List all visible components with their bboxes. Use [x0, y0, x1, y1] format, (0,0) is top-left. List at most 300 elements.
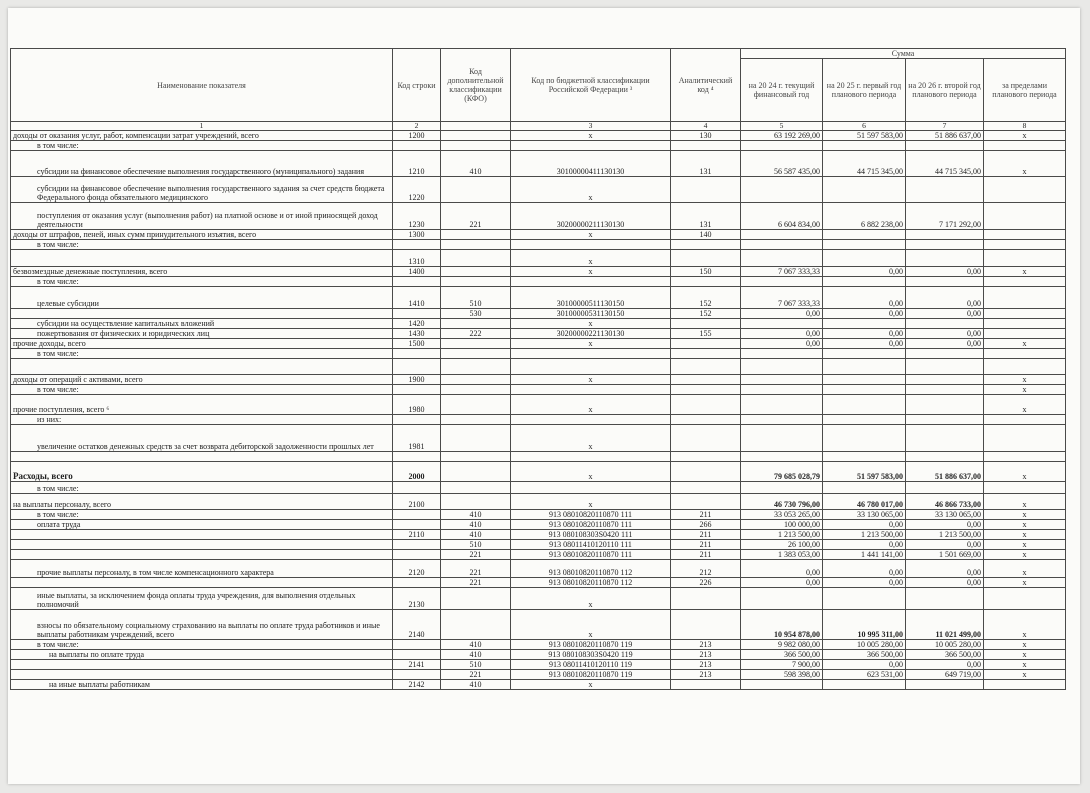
cell-beyond: x: [984, 151, 1066, 177]
cell-indicator: [11, 578, 393, 588]
cell-sum-2024: [741, 375, 823, 385]
cell-sum-2024: 100 000,00: [741, 520, 823, 530]
cell-kfo: [441, 230, 511, 240]
cell-sum-2024: 366 500,00: [741, 650, 823, 660]
cell-sum-2024: [741, 415, 823, 425]
cell-line-code: 2140: [393, 610, 441, 640]
cell-analytic-code: [671, 141, 741, 151]
table-row: [11, 230, 1066, 240]
cell-budget-code: x: [511, 462, 671, 482]
cell-line-code: [393, 550, 441, 560]
table-row: [11, 578, 1066, 588]
cell-sum-2024: [741, 240, 823, 250]
cell-kfo: 221: [441, 670, 511, 680]
cell-sum-2026: 1 213 500,00: [906, 530, 984, 540]
cell-indicator: иные выплаты, за исключением фонда оплаты труда учреждения, для выполнения отдельных полномочий: [11, 588, 393, 610]
cell-line-code: 2000: [393, 462, 441, 482]
cell-budget-code: x: [511, 250, 671, 267]
cell-sum-2025: 10 995 311,00: [823, 610, 906, 640]
document-page: [8, 8, 1080, 784]
cell-analytic-code: [671, 240, 741, 250]
cell-sum-2024: 46 730 796,00: [741, 494, 823, 510]
cell-line-code: 1410: [393, 287, 441, 309]
cell-kfo: [441, 395, 511, 415]
cell-indicator: [11, 452, 393, 462]
cell-indicator: доходы от операций с активами, всего: [11, 375, 393, 385]
cell-sum-2026: 0,00: [906, 520, 984, 530]
colnum: 8: [984, 122, 1066, 131]
cell-kfo: 510: [441, 287, 511, 309]
cell-line-code: [393, 650, 441, 660]
cell-sum-2025: [823, 680, 906, 690]
table-row: [11, 540, 1066, 550]
table-row: [11, 329, 1066, 339]
cell-budget-code: x: [511, 267, 671, 277]
cell-analytic-code: 213: [671, 640, 741, 650]
table-row: [11, 141, 1066, 151]
table-row: [11, 375, 1066, 385]
cell-kfo: [441, 482, 511, 494]
budget-table: [10, 48, 1066, 690]
cell-analytic-code: [671, 462, 741, 482]
cell-budget-code: [511, 277, 671, 287]
cell-analytic-code: [671, 277, 741, 287]
cell-line-code: 1980: [393, 395, 441, 415]
table-row: [11, 650, 1066, 660]
cell-sum-2025: [823, 359, 906, 375]
table-body: [11, 122, 1066, 690]
cell-sum-2024: 56 587 435,00: [741, 151, 823, 177]
cell-line-code: [393, 309, 441, 319]
table-row: [11, 203, 1066, 230]
table-row: [11, 415, 1066, 425]
cell-beyond: [984, 277, 1066, 287]
cell-line-code: [393, 640, 441, 650]
cell-budget-code: 913 080108303S0420 119: [511, 650, 671, 660]
cell-line-code: [393, 540, 441, 550]
cell-sum-2026: [906, 277, 984, 287]
cell-sum-2025: 0,00: [823, 520, 906, 530]
cell-analytic-code: [671, 339, 741, 349]
cell-sum-2026: 0,00: [906, 329, 984, 339]
cell-sum-2024: 6 604 834,00: [741, 203, 823, 230]
cell-kfo: [441, 462, 511, 482]
cell-budget-code: [511, 385, 671, 395]
cell-budget-code: [511, 240, 671, 250]
cell-sum-2026: 0,00: [906, 660, 984, 670]
cell-sum-2025: 0,00: [823, 267, 906, 277]
cell-line-code: [393, 520, 441, 530]
cell-sum-2025: [823, 177, 906, 203]
cell-sum-2026: [906, 349, 984, 359]
colnum: 6: [823, 122, 906, 131]
cell-sum-2025: 33 130 065,00: [823, 510, 906, 520]
cell-kfo: 530: [441, 309, 511, 319]
cell-sum-2025: [823, 452, 906, 462]
cell-analytic-code: 226: [671, 578, 741, 588]
cell-sum-2025: 46 780 017,00: [823, 494, 906, 510]
cell-beyond: x: [984, 670, 1066, 680]
table-row: [11, 151, 1066, 177]
cell-budget-code: x: [511, 375, 671, 385]
cell-budget-code: x: [511, 588, 671, 610]
cell-kfo: 410: [441, 530, 511, 540]
cell-kfo: [441, 267, 511, 277]
cell-budget-code: x: [511, 131, 671, 141]
cell-sum-2026: [906, 177, 984, 203]
cell-kfo: 410: [441, 151, 511, 177]
cell-line-code: [393, 277, 441, 287]
cell-sum-2024: 33 053 265,00: [741, 510, 823, 520]
cell-analytic-code: [671, 425, 741, 452]
cell-sum-2026: 0,00: [906, 540, 984, 550]
cell-sum-2025: 51 597 583,00: [823, 131, 906, 141]
table-row: [11, 510, 1066, 520]
cell-line-code: 2110: [393, 530, 441, 540]
header-budget-code: Код по бюджетной классификации Российской Федерации ³: [511, 49, 671, 122]
cell-budget-code: 913 08010820110870 119: [511, 670, 671, 680]
cell-kfo: 221: [441, 578, 511, 588]
cell-indicator: на выплаты по оплате труда: [11, 650, 393, 660]
cell-analytic-code: [671, 680, 741, 690]
cell-sum-2025: 0,00: [823, 660, 906, 670]
cell-sum-2025: [823, 415, 906, 425]
cell-beyond: x: [984, 540, 1066, 550]
cell-beyond: [984, 349, 1066, 359]
cell-beyond: x: [984, 530, 1066, 540]
cell-analytic-code: 152: [671, 309, 741, 319]
cell-analytic-code: [671, 494, 741, 510]
cell-sum-2025: [823, 277, 906, 287]
table-row: [11, 131, 1066, 141]
cell-analytic-code: 130: [671, 131, 741, 141]
cell-analytic-code: [671, 375, 741, 385]
cell-beyond: [984, 359, 1066, 375]
cell-sum-2026: [906, 385, 984, 395]
cell-sum-2026: [906, 319, 984, 329]
cell-sum-2025: 0,00: [823, 540, 906, 550]
cell-sum-2026: [906, 359, 984, 375]
cell-indicator: [11, 530, 393, 540]
cell-sum-2024: [741, 425, 823, 452]
cell-indicator: на иные выплаты работникам: [11, 680, 393, 690]
cell-kfo: [441, 240, 511, 250]
cell-kfo: [441, 339, 511, 349]
cell-line-code: [393, 359, 441, 375]
cell-sum-2024: [741, 141, 823, 151]
cell-beyond: x: [984, 375, 1066, 385]
cell-budget-code: 913 08010820110870 111: [511, 520, 671, 530]
cell-budget-code: [511, 141, 671, 151]
cell-line-code: 1981: [393, 425, 441, 452]
cell-sum-2024: 0,00: [741, 560, 823, 578]
cell-budget-code: 913 08010820110870 112: [511, 560, 671, 578]
cell-sum-2025: 0,00: [823, 287, 906, 309]
cell-sum-2025: [823, 319, 906, 329]
table-row: [11, 277, 1066, 287]
colnum: 2: [393, 122, 441, 131]
cell-analytic-code: [671, 588, 741, 610]
table-row: [11, 530, 1066, 540]
cell-line-code: 1300: [393, 230, 441, 240]
cell-kfo: [441, 250, 511, 267]
cell-line-code: 1220: [393, 177, 441, 203]
cell-kfo: [441, 494, 511, 510]
cell-sum-2026: [906, 240, 984, 250]
cell-line-code: 1230: [393, 203, 441, 230]
cell-budget-code: x: [511, 230, 671, 240]
cell-sum-2025: [823, 385, 906, 395]
cell-sum-2024: 79 685 028,79: [741, 462, 823, 482]
cell-kfo: [441, 610, 511, 640]
cell-beyond: x: [984, 560, 1066, 578]
cell-sum-2025: 44 715 345,00: [823, 151, 906, 177]
cell-analytic-code: 131: [671, 151, 741, 177]
cell-indicator: субсидии на осуществление капитальных вложений: [11, 319, 393, 329]
cell-budget-code: 30100000411130130: [511, 151, 671, 177]
cell-sum-2025: [823, 250, 906, 267]
cell-budget-code: [511, 452, 671, 462]
cell-indicator: поступления от оказания услуг (выполнения работ) на платной основе и от иной приносящей доход деятельности: [11, 203, 393, 230]
colnum: [441, 122, 511, 131]
table-row: [11, 309, 1066, 319]
cell-budget-code: [511, 359, 671, 375]
cell-analytic-code: [671, 395, 741, 415]
cell-indicator: безвозмездные денежные поступления, всего: [11, 267, 393, 277]
cell-line-code: [393, 482, 441, 494]
table-row: [11, 287, 1066, 309]
cell-kfo: 221: [441, 203, 511, 230]
cell-kfo: [441, 277, 511, 287]
cell-beyond: [984, 230, 1066, 240]
cell-analytic-code: 211: [671, 540, 741, 550]
cell-sum-2026: [906, 375, 984, 385]
cell-sum-2024: 9 982 080,00: [741, 640, 823, 650]
cell-sum-2025: 0,00: [823, 339, 906, 349]
cell-beyond: [984, 250, 1066, 267]
cell-kfo: 410: [441, 640, 511, 650]
cell-line-code: [393, 670, 441, 680]
colnum: 7: [906, 122, 984, 131]
cell-sum-2024: 1 383 053,00: [741, 550, 823, 560]
cell-sum-2026: 10 005 280,00: [906, 640, 984, 650]
cell-beyond: [984, 588, 1066, 610]
cell-analytic-code: 131: [671, 203, 741, 230]
cell-beyond: [984, 141, 1066, 151]
cell-sum-2024: [741, 230, 823, 240]
cell-kfo: 221: [441, 550, 511, 560]
cell-kfo: [441, 452, 511, 462]
column-numbers-row: [11, 122, 1066, 131]
cell-sum-2024: 598 398,00: [741, 670, 823, 680]
cell-analytic-code: 155: [671, 329, 741, 339]
cell-budget-code: [511, 349, 671, 359]
cell-indicator: из них:: [11, 415, 393, 425]
cell-budget-code: 913 08011410120110 111: [511, 540, 671, 550]
cell-line-code: 1900: [393, 375, 441, 385]
cell-sum-2025: [823, 425, 906, 452]
cell-indicator: [11, 359, 393, 375]
cell-indicator: [11, 550, 393, 560]
cell-line-code: 1430: [393, 329, 441, 339]
cell-beyond: x: [984, 510, 1066, 520]
table-row: [11, 520, 1066, 530]
cell-sum-2024: 0,00: [741, 578, 823, 588]
cell-sum-2025: [823, 395, 906, 415]
cell-analytic-code: 213: [671, 650, 741, 660]
cell-line-code: [393, 510, 441, 520]
cell-analytic-code: 140: [671, 230, 741, 240]
cell-budget-code: x: [511, 395, 671, 415]
cell-budget-code: [511, 482, 671, 494]
cell-sum-2025: 1 213 500,00: [823, 530, 906, 540]
cell-line-code: 1400: [393, 267, 441, 277]
cell-analytic-code: 213: [671, 670, 741, 680]
cell-sum-2025: 10 005 280,00: [823, 640, 906, 650]
cell-budget-code: x: [511, 319, 671, 329]
header-sum: Сумма: [741, 49, 1066, 59]
cell-sum-2024: [741, 319, 823, 329]
cell-kfo: 410: [441, 520, 511, 530]
cell-sum-2024: [741, 452, 823, 462]
cell-indicator: в том числе:: [11, 482, 393, 494]
cell-analytic-code: 211: [671, 530, 741, 540]
cell-sum-2025: 51 597 583,00: [823, 462, 906, 482]
cell-budget-code: 913 08010820110870 112: [511, 578, 671, 588]
cell-line-code: 1420: [393, 319, 441, 329]
cell-budget-code: 30200000221130130: [511, 329, 671, 339]
cell-indicator: взносы по обязательному социальному страхованию на выплаты по оплате труда работников и иные выплаты работникам учреждений, всего: [11, 610, 393, 640]
cell-kfo: [441, 375, 511, 385]
cell-analytic-code: 152: [671, 287, 741, 309]
cell-line-code: [393, 349, 441, 359]
header-indicator: Наименование показателя: [11, 49, 393, 122]
table-row: [11, 177, 1066, 203]
cell-budget-code: [511, 415, 671, 425]
cell-sum-2026: 33 130 065,00: [906, 510, 984, 520]
cell-beyond: x: [984, 660, 1066, 670]
cell-line-code: 1500: [393, 339, 441, 349]
cell-line-code: [393, 240, 441, 250]
cell-sum-2026: [906, 141, 984, 151]
cell-budget-code: x: [511, 494, 671, 510]
cell-kfo: [441, 385, 511, 395]
cell-sum-2025: 0,00: [823, 309, 906, 319]
table-row: [11, 550, 1066, 560]
cell-beyond: x: [984, 640, 1066, 650]
cell-budget-code: 913 08010820110870 119: [511, 640, 671, 650]
cell-sum-2024: [741, 349, 823, 359]
header-kfo: Код дополнительной классификации (КФО): [441, 49, 511, 122]
table-row: [11, 660, 1066, 670]
cell-sum-2026: 0,00: [906, 287, 984, 309]
cell-kfo: [441, 141, 511, 151]
cell-sum-2026: [906, 452, 984, 462]
cell-kfo: [441, 415, 511, 425]
table-row: [11, 494, 1066, 510]
cell-analytic-code: [671, 250, 741, 267]
table-row: [11, 385, 1066, 395]
table-row: [11, 560, 1066, 578]
cell-sum-2026: 0,00: [906, 339, 984, 349]
cell-sum-2024: [741, 588, 823, 610]
cell-sum-2024: [741, 680, 823, 690]
table-row: [11, 462, 1066, 482]
table-row: [11, 588, 1066, 610]
cell-line-code: 1310: [393, 250, 441, 267]
cell-sum-2024: [741, 359, 823, 375]
cell-kfo: [441, 131, 511, 141]
cell-sum-2025: [823, 588, 906, 610]
cell-indicator: субсидии на финансовое обеспечение выполнения государственного (муниципального) задания: [11, 151, 393, 177]
cell-beyond: [984, 203, 1066, 230]
header-line-code: Код строки: [393, 49, 441, 122]
cell-analytic-code: 212: [671, 560, 741, 578]
cell-sum-2026: 44 715 345,00: [906, 151, 984, 177]
cell-sum-2026: [906, 250, 984, 267]
colnum: 3: [511, 122, 671, 131]
cell-kfo: [441, 319, 511, 329]
cell-analytic-code: [671, 359, 741, 375]
cell-budget-code: x: [511, 610, 671, 640]
cell-line-code: [393, 578, 441, 588]
cell-sum-2026: [906, 680, 984, 690]
cell-budget-code: 30100000531130150: [511, 309, 671, 319]
cell-sum-2026: 46 866 733,00: [906, 494, 984, 510]
colnum: 1: [11, 122, 393, 131]
table-row: [11, 680, 1066, 690]
cell-line-code: [393, 452, 441, 462]
cell-line-code: 2130: [393, 588, 441, 610]
colnum: 5: [741, 122, 823, 131]
cell-sum-2025: 0,00: [823, 560, 906, 578]
cell-sum-2025: 1 441 141,00: [823, 550, 906, 560]
cell-kfo: [441, 359, 511, 375]
cell-sum-2024: 0,00: [741, 329, 823, 339]
cell-beyond: [984, 177, 1066, 203]
cell-sum-2024: [741, 277, 823, 287]
cell-sum-2026: 0,00: [906, 560, 984, 578]
header-year-3: на 20 26 г. второй год планового периода: [906, 59, 984, 122]
cell-indicator: доходы от оказания услуг, работ, компенсации затрат учреждений, всего: [11, 131, 393, 141]
cell-line-code: [393, 385, 441, 395]
header-year-1: на 20 24 г. текущий финансовый год: [741, 59, 823, 122]
cell-sum-2026: 51 886 637,00: [906, 131, 984, 141]
cell-kfo: 410: [441, 510, 511, 520]
cell-beyond: x: [984, 267, 1066, 277]
cell-indicator: прочие поступления, всего ⁶: [11, 395, 393, 415]
cell-indicator: в том числе:: [11, 640, 393, 650]
cell-analytic-code: [671, 482, 741, 494]
cell-beyond: [984, 309, 1066, 319]
cell-beyond: [984, 482, 1066, 494]
cell-indicator: в том числе:: [11, 385, 393, 395]
cell-sum-2024: [741, 385, 823, 395]
table-row: [11, 240, 1066, 250]
cell-indicator: в том числе:: [11, 240, 393, 250]
table-row: [11, 250, 1066, 267]
cell-indicator: в том числе:: [11, 277, 393, 287]
cell-indicator: целевые субсидии: [11, 287, 393, 309]
cell-budget-code: x: [511, 177, 671, 203]
cell-beyond: x: [984, 462, 1066, 482]
cell-kfo: [441, 425, 511, 452]
cell-indicator: [11, 309, 393, 319]
cell-sum-2025: 6 882 238,00: [823, 203, 906, 230]
cell-sum-2025: [823, 141, 906, 151]
cell-beyond: x: [984, 131, 1066, 141]
cell-analytic-code: [671, 452, 741, 462]
